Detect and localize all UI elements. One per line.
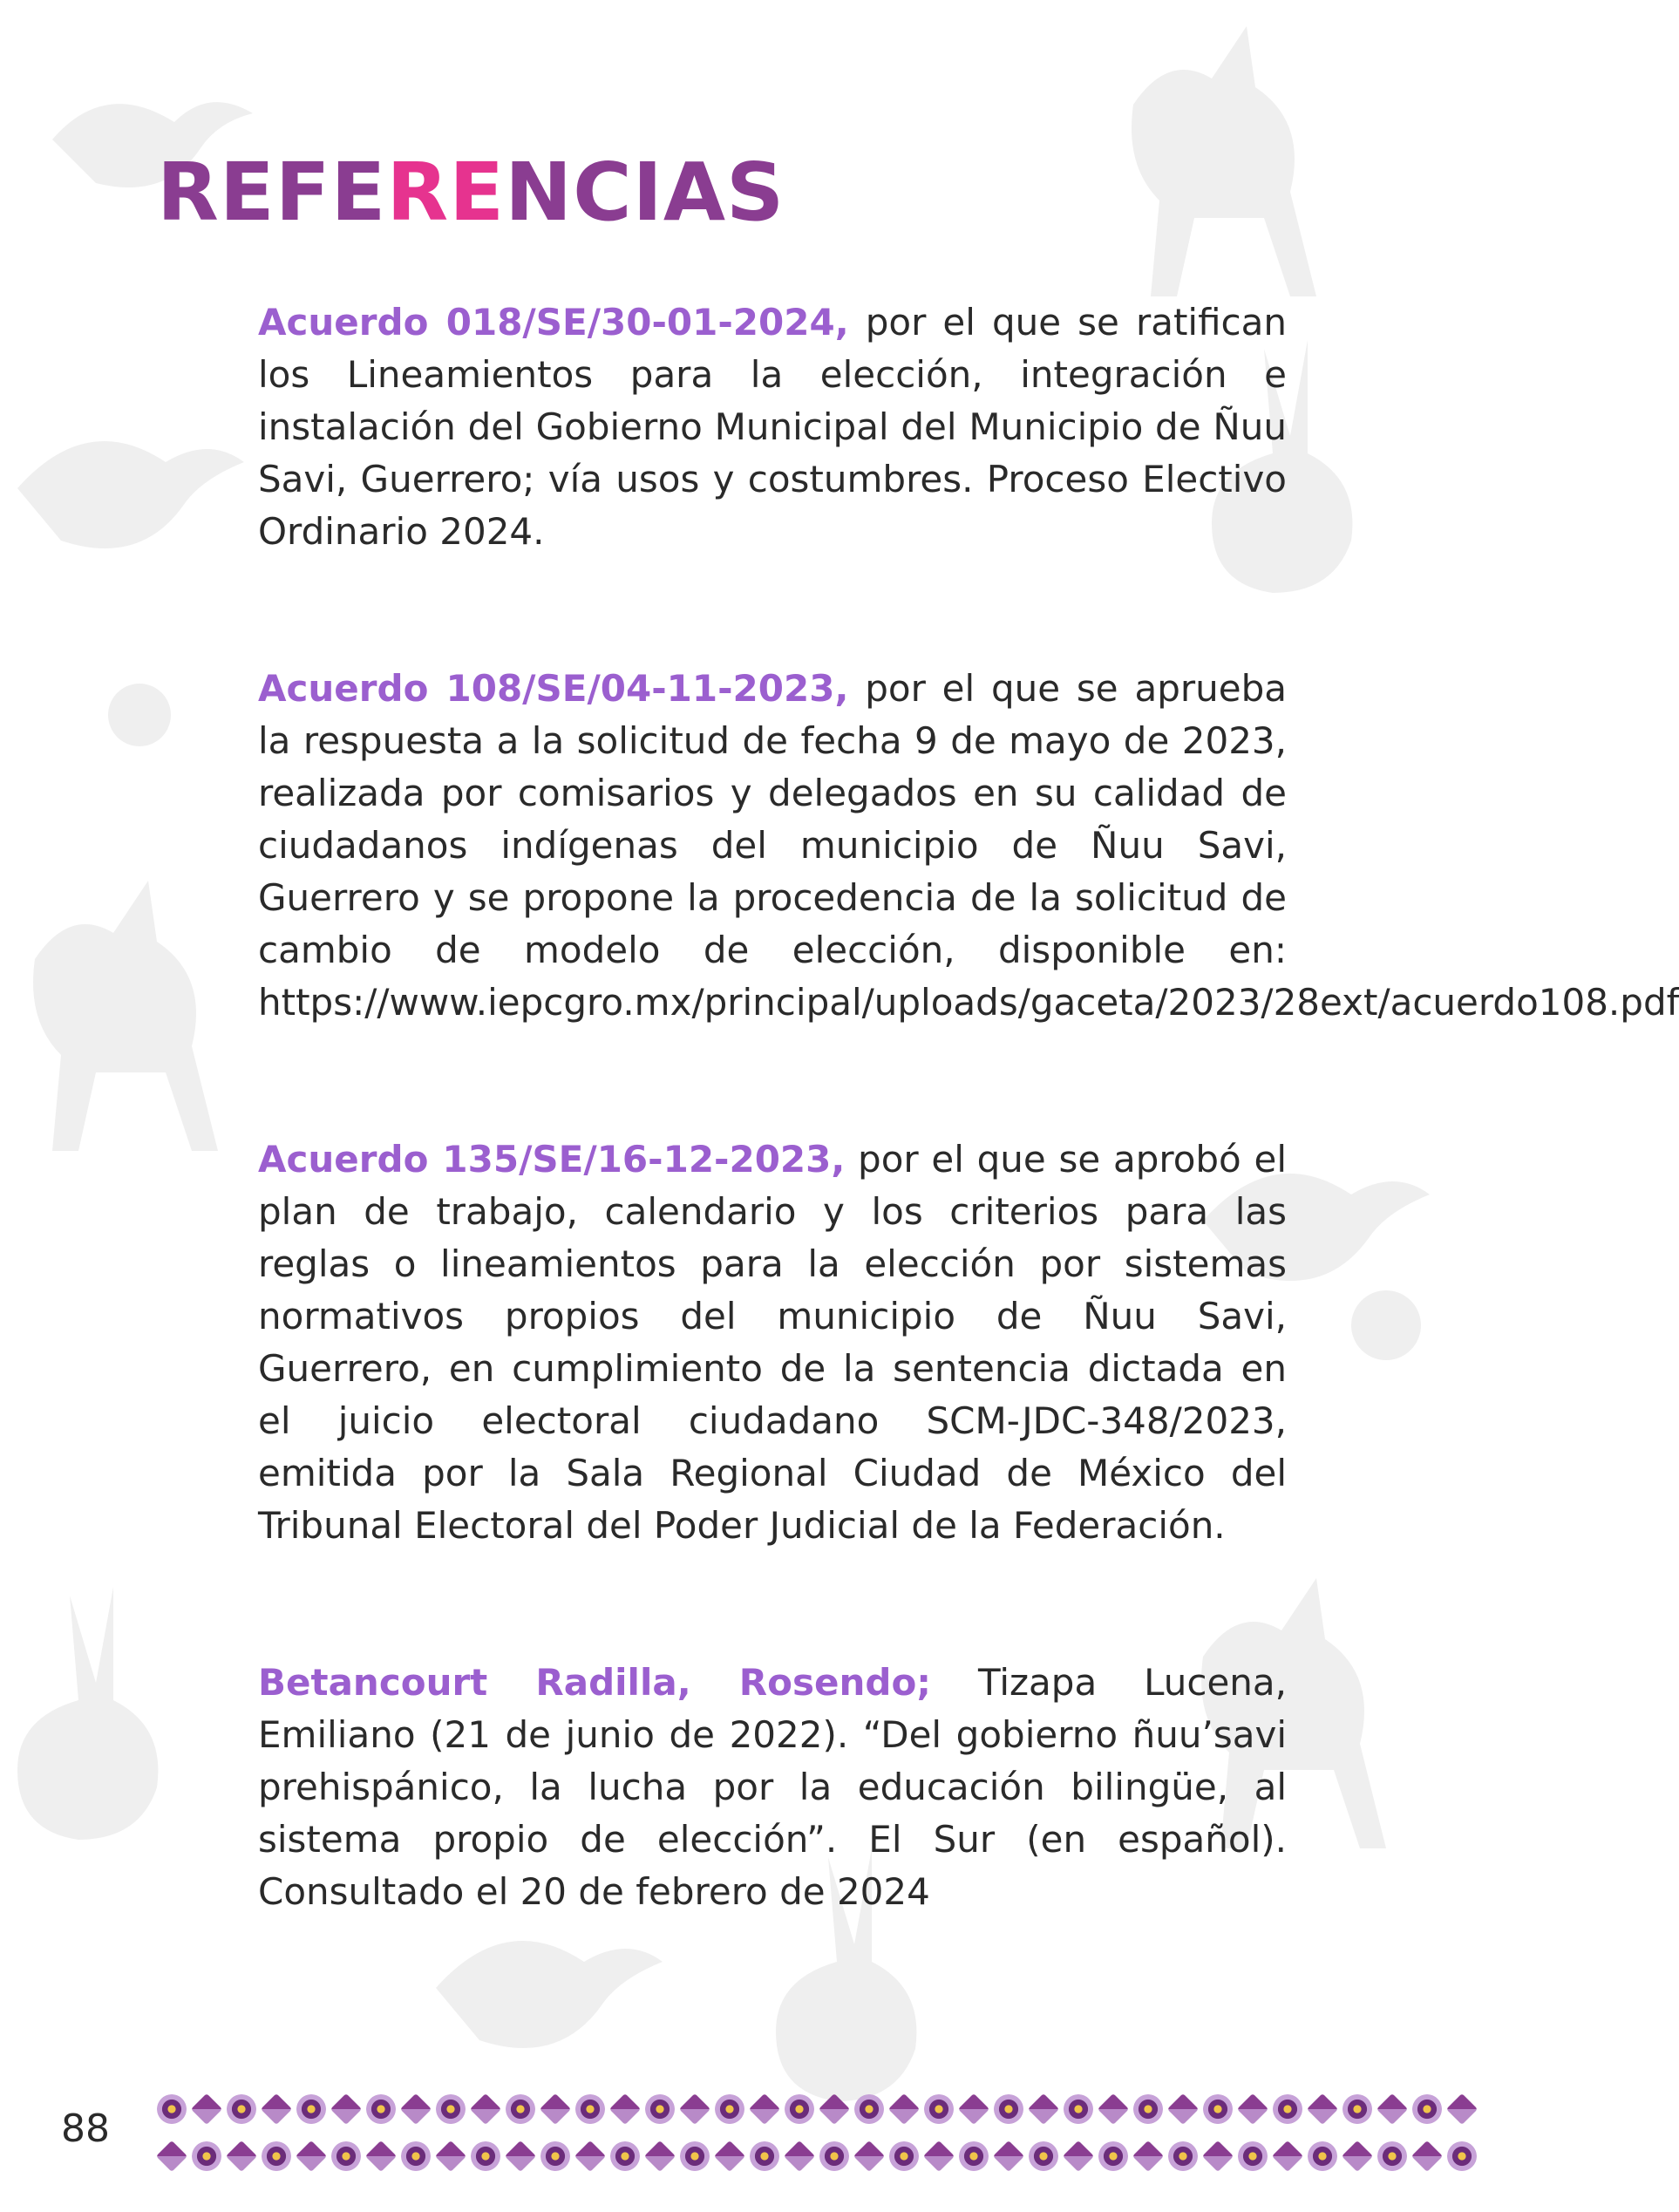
reference-text: por el que se aprobó el plan de trabajo, calendario y los criterios para las reglas o lineamientos para la elección por sistemas normativos propios del municipio de Ñuu Savi, Guerrero, en cumplimiento de la sentencia dictada en el juicio electoral ciudadano SCM-JDC-348/2023, emitida por la Sala Regional Ciudad de México del Tribunal Electoral del Poder Judicial de la Federación.	[258, 1138, 1287, 1547]
flower-motif-icon	[959, 2141, 989, 2171]
diamond-motif-icon	[1446, 2093, 1478, 2125]
diamond-motif-icon	[1028, 2093, 1059, 2125]
title-part-2: RE	[386, 146, 506, 239]
flower-motif-icon	[1098, 2141, 1128, 2171]
diamond-motif-icon	[1098, 2093, 1129, 2125]
flower-motif-icon	[1447, 2141, 1477, 2171]
diamond-motif-icon	[1237, 2093, 1268, 2125]
references-list	[258, 296, 1679, 1918]
diamond-motif-icon	[1377, 2093, 1408, 2125]
diamond-motif-icon	[261, 2093, 292, 2125]
diamond-motif-icon	[1307, 2093, 1338, 2125]
reference-item	[258, 1133, 1287, 1552]
page-title	[157, 146, 785, 239]
diamond-motif-icon	[400, 2093, 432, 2125]
flower-motif-icon	[157, 2094, 187, 2124]
flower-silhouette	[108, 684, 171, 746]
flower-motif-icon	[1377, 2141, 1407, 2171]
embroidery-row-top	[157, 2094, 1442, 2126]
flower-motif-icon	[471, 2141, 500, 2171]
flower-motif-icon	[192, 2141, 221, 2171]
diamond-motif-icon	[574, 2141, 606, 2172]
flower-motif-icon	[296, 2094, 326, 2124]
flower-motif-icon	[1343, 2094, 1372, 2124]
rabbit-silhouette	[17, 1587, 158, 1840]
flower-motif-icon	[889, 2141, 919, 2171]
diamond-motif-icon	[819, 2093, 850, 2125]
diamond-motif-icon	[226, 2141, 257, 2172]
diamond-motif-icon	[609, 2093, 641, 2125]
flower-motif-icon	[994, 2094, 1023, 2124]
diamond-motif-icon	[853, 2141, 885, 2172]
diamond-motif-icon	[644, 2141, 676, 2172]
flower-motif-icon	[854, 2094, 884, 2124]
flower-silhouette	[1351, 1290, 1421, 1360]
flower-motif-icon	[610, 2141, 640, 2171]
reference-lead: Acuerdo 018/SE/30-01-2024,	[258, 301, 849, 344]
flower-motif-icon	[506, 2094, 535, 2124]
diamond-motif-icon	[1272, 2141, 1303, 2172]
diamond-motif-icon	[1063, 2141, 1094, 2172]
flower-motif-icon	[575, 2094, 605, 2124]
flower-motif-icon	[1168, 2141, 1198, 2171]
flower-motif-icon	[227, 2094, 256, 2124]
flower-motif-icon	[819, 2141, 849, 2171]
reference-text: por el que se ratifican los Lineamientos para la elección, integración e instalación del Gobierno Municipal del Municipio de Ñuu Savi, Guerrero; vía usos y costumbres. Proceso Electivo Ordinario 2024.	[258, 301, 1287, 553]
flower-motif-icon	[1273, 2094, 1302, 2124]
diamond-motif-icon	[679, 2093, 710, 2125]
flower-motif-icon	[1029, 2141, 1058, 2171]
diamond-motif-icon	[191, 2093, 222, 2125]
diamond-motif-icon	[330, 2093, 362, 2125]
reference-text: Tizapa Lucena, Emiliano (21 de junio de 2022). “Del gobierno ñuu’savi prehispánico, la lucha por la educación bilingüe, al sistema propio de elección”. El Sur (en español). Consultado el 20 de febrero de 2024	[258, 1661, 1287, 1913]
diamond-motif-icon	[505, 2141, 536, 2172]
flower-motif-icon	[401, 2141, 431, 2171]
diamond-motif-icon	[470, 2093, 501, 2125]
reference-lead: Acuerdo 108/SE/04-11-2023,	[258, 667, 849, 710]
flower-motif-icon	[1203, 2094, 1233, 2124]
flower-motif-icon	[366, 2094, 396, 2124]
flower-motif-icon	[1064, 2094, 1093, 2124]
diamond-motif-icon	[1132, 2141, 1164, 2172]
flower-motif-icon	[924, 2094, 954, 2124]
diamond-motif-icon	[993, 2141, 1024, 2172]
diamond-motif-icon	[296, 2141, 327, 2172]
diamond-motif-icon	[1167, 2093, 1199, 2125]
flower-motif-icon	[1412, 2094, 1442, 2124]
diamond-motif-icon	[714, 2141, 745, 2172]
flower-motif-icon	[750, 2141, 779, 2171]
deer-silhouette	[33, 881, 218, 1151]
flower-motif-icon	[1133, 2094, 1163, 2124]
flower-motif-icon	[262, 2141, 291, 2171]
reference-item	[258, 296, 1287, 558]
title-part-1: REFE	[157, 146, 387, 239]
bird-silhouette	[436, 1941, 663, 2048]
diamond-motif-icon	[365, 2141, 397, 2172]
reference-item	[258, 663, 1679, 1029]
reference-lead: Acuerdo 135/SE/16-12-2023,	[258, 1138, 846, 1181]
flower-motif-icon	[680, 2141, 710, 2171]
flower-motif-icon	[331, 2141, 361, 2171]
flower-motif-icon	[540, 2141, 570, 2171]
flower-motif-icon	[436, 2094, 466, 2124]
bird-silhouette	[17, 441, 244, 548]
diamond-motif-icon	[540, 2093, 571, 2125]
reference-text: por el que se aprueba la respuesta a la solicitud de fecha 9 de mayo de 2023, realizada por comisarios y delegados en su calidad de ciudadanos indígenas del municipio de Ñuu Savi, Guerrero y se propone la procedencia de la solicitud de cambio de modelo de elección, disponible en: https://www.iepcgro.mx/principal/uploads/gaceta/2023/28ext/acuerdo108.pdf	[258, 667, 1679, 1024]
flower-motif-icon	[1308, 2141, 1337, 2171]
flower-motif-icon	[645, 2094, 675, 2124]
flower-motif-icon	[1238, 2141, 1268, 2171]
deer-silhouette	[1132, 26, 1316, 296]
diamond-motif-icon	[1342, 2141, 1373, 2172]
diamond-motif-icon	[888, 2093, 920, 2125]
diamond-motif-icon	[749, 2093, 780, 2125]
diamond-motif-icon	[958, 2093, 989, 2125]
reference-lead: Betancourt Radilla, Rosendo;	[258, 1661, 932, 1704]
diamond-motif-icon	[435, 2141, 466, 2172]
footer-embroidery-border	[157, 2094, 1442, 2173]
diamond-motif-icon	[923, 2141, 955, 2172]
page-number: 88	[61, 2107, 110, 2151]
embroidery-row-bottom	[157, 2141, 1442, 2173]
diamond-motif-icon	[156, 2141, 187, 2172]
title-part-3: NCIAS	[505, 146, 785, 239]
diamond-motif-icon	[1202, 2141, 1234, 2172]
reference-item	[258, 1657, 1287, 1918]
flower-motif-icon	[785, 2094, 814, 2124]
flower-motif-icon	[715, 2094, 744, 2124]
diamond-motif-icon	[784, 2141, 815, 2172]
diamond-motif-icon	[1411, 2141, 1443, 2172]
